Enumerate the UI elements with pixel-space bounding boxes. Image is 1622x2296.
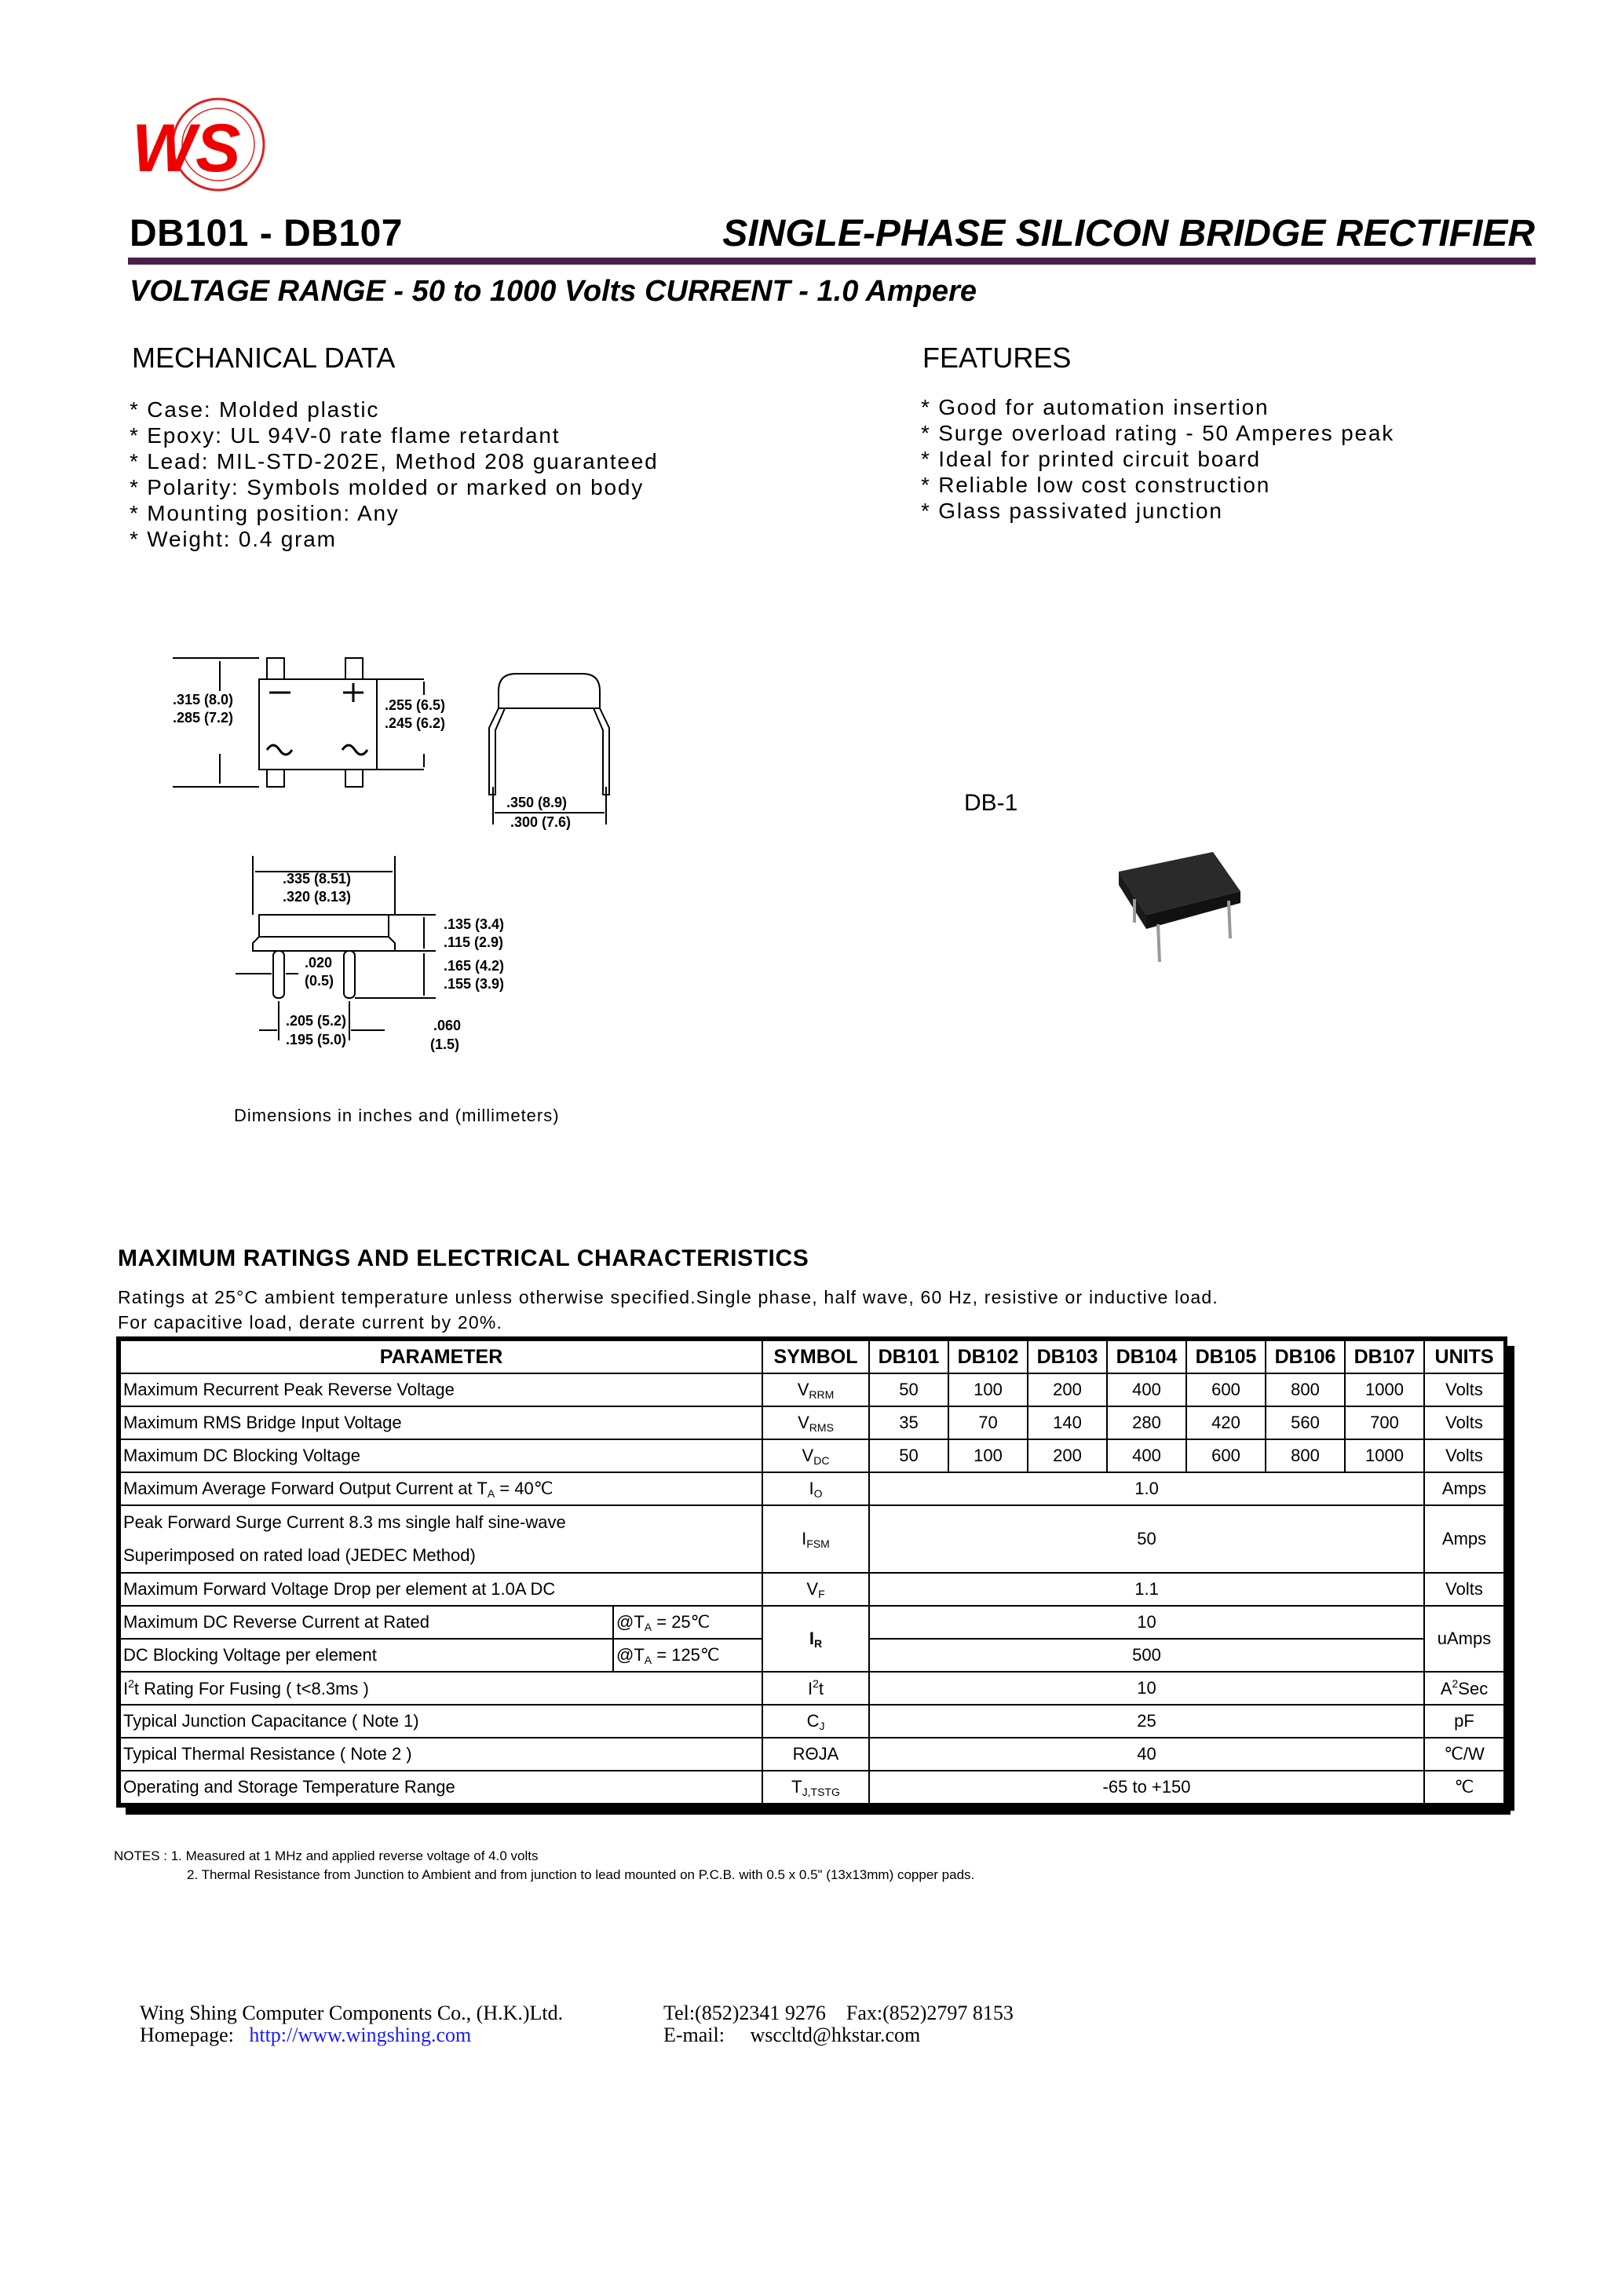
value-cell: 420 [1186, 1406, 1266, 1439]
value-cell: 1000 [1345, 1373, 1424, 1406]
symbol-cell: $I_O$ [762, 1472, 869, 1505]
value-cell: 35 [869, 1406, 948, 1439]
dim-lead-diameter-mm: (0.5) [305, 973, 334, 989]
dim-front-width-max: .335 (8.51) [283, 871, 352, 887]
features-heading: FEATURES [922, 342, 1072, 374]
unit-cell: Amps [1424, 1505, 1504, 1573]
value-cell: 50 [869, 1373, 948, 1406]
symbol-cell: $I_R$ [762, 1606, 869, 1672]
value-cell: 1.1 [869, 1573, 1424, 1606]
title-divider [128, 258, 1536, 265]
value-cell: 50 [869, 1439, 948, 1472]
symbol-cell: $V_{DC}$ [762, 1439, 869, 1472]
ratings-heading: MAXIMUM RATINGS AND ELECTRICAL CHARACTERISTICS [118, 1245, 809, 1271]
voltage-current-range: VOLTAGE RANGE - 50 to 1000 Volts CURRENT - 1.0 Ampere [130, 275, 977, 308]
product-title: SINGLE-PHASE SILICON BRIDGE RECTIFIER [722, 213, 1535, 254]
value-cell: 100 [948, 1373, 1028, 1406]
ratings-table [119, 1340, 1505, 1804]
condition-cell: $@T_A$ = 25℃ [613, 1606, 762, 1639]
telephone: Tel:(852)2341 9276 [663, 2002, 826, 2024]
param-cell: Maximum Recurrent Peak Reverse Voltage [120, 1373, 762, 1406]
unit-cell: ℃ [1424, 1771, 1504, 1804]
param-cell: Typical Thermal Resistance ( Note 2 ) [120, 1738, 762, 1771]
list-item: * Ideal for printed circuit board [921, 447, 1261, 471]
value-cell: 700 [1345, 1406, 1424, 1439]
notes [114, 1847, 974, 1885]
value-cell: 25 [869, 1705, 1424, 1738]
ratings-conditions [118, 1285, 1218, 1335]
unit-cell: Volts [1424, 1406, 1504, 1439]
col-header-part: DB106 [1266, 1340, 1345, 1373]
mechanical-data-list [130, 397, 659, 552]
symbol-cell: $I_{FSM}$ [762, 1505, 869, 1573]
dim-body-height-max: .135 (3.4) [444, 916, 505, 932]
param-cell: Maximum DC Blocking Voltage [120, 1439, 762, 1472]
fax: Fax:(852)2797 8153 [846, 2002, 1014, 2024]
dim-side-width-max-label: .350 (8.9) [506, 795, 568, 810]
value-cell: 70 [948, 1406, 1028, 1439]
dim-lead-length-max: .165 (4.2) [444, 958, 505, 974]
list-item: * Epoxy: UL 94V-0 rate flame retardant [130, 423, 561, 448]
value-cell: 140 [1028, 1406, 1107, 1439]
symbol-cell: $V_{RRM}$ [762, 1373, 869, 1406]
list-item: * Weight: 0.4 gram [130, 527, 337, 551]
company-name: Wing Shing Computer Components Co., (H.K.)Ltd. [140, 2002, 564, 2024]
table-row [120, 1373, 1504, 1406]
value-cell: 50 [869, 1505, 1424, 1573]
footer-contact [663, 2002, 1014, 2046]
dim-top-height-min: .285 (7.2) [173, 710, 234, 726]
symbol-cell: $V_{RMS}$ [762, 1406, 869, 1439]
table-row [120, 1472, 1504, 1505]
dim-lead-diameter: .020 [305, 955, 333, 971]
col-header-part: DB102 [948, 1340, 1028, 1373]
param-cell: Maximum RMS Bridge Input Voltage [120, 1406, 762, 1439]
value-cell: 200 [1028, 1439, 1107, 1472]
dim-top-height-max: .315 (8.0) [173, 692, 234, 707]
dim-pin-spacing-h-min: .195 (5.0) [286, 1032, 347, 1047]
list-item: * Reliable low cost construction [921, 473, 1271, 497]
note-line: 2. Thermal Resistance from Junction to Ambient and from junction to lead mounted on P.C.B. with 0.5 x 0.5" (13x13mm) copper pads. [187, 1867, 975, 1882]
table-row [120, 1606, 1504, 1639]
value-cell: 600 [1186, 1439, 1266, 1472]
table-row [120, 1705, 1504, 1738]
value-cell: 560 [1266, 1406, 1345, 1439]
col-header-part: DB105 [1186, 1340, 1266, 1373]
ratings-note-line: Ratings at 25°C ambient temperature unless otherwise specified.Single phase, half wave, 60 Hz, resistive or inductive load. [118, 1287, 1219, 1307]
unit-cell: ℃/W [1424, 1738, 1504, 1771]
value-cell: 800 [1266, 1373, 1345, 1406]
package-image [1103, 836, 1260, 974]
symbol-cell: $I^2t$ [762, 1672, 869, 1705]
note-line: NOTES : 1. Measured at 1 MHz and applied reverse voltage of 4.0 volts [114, 1848, 539, 1863]
table-row [120, 1505, 1504, 1573]
unit-cell: uAmps [1424, 1606, 1504, 1672]
value-cell: 1000 [1345, 1439, 1424, 1472]
email-address[interactable]: wsccltd@hkstar.com [750, 2024, 921, 2046]
col-header-parameter: PARAMETER [120, 1340, 762, 1373]
dimension-drawing [157, 644, 659, 1099]
table-row [120, 1573, 1504, 1606]
dim-lead-length-min: .155 (3.9) [444, 976, 505, 992]
param-cell: Typical Junction Capacitance ( Note 1) [120, 1705, 762, 1738]
value-cell: 800 [1266, 1439, 1345, 1472]
homepage-label: Homepage: [140, 2024, 234, 2046]
param-cell: Maximum Average Forward Output Current at $T_A$ = 40℃ [120, 1472, 762, 1505]
ratings-note-line: For capacitive load, derate current by 20%. [118, 1312, 503, 1333]
table-header-row [120, 1340, 1504, 1373]
footer-company [140, 2002, 563, 2046]
mechanical-data-heading: MECHANICAL DATA [132, 342, 396, 374]
col-header-part: DB101 [869, 1340, 948, 1373]
param-cell: Maximum Forward Voltage Drop per element at 1.0A DC [120, 1573, 762, 1606]
dim-side-width-min-label: .300 (7.6) [510, 814, 572, 830]
param-cell: Peak Forward Surge Current 8.3 ms single half sine-wave Superimposed on rated load (JEDEC Method) [120, 1505, 762, 1573]
dim-standoff-mm: (1.5) [430, 1036, 460, 1052]
param-cell: Maximum DC Reverse Current at Rated [120, 1606, 613, 1639]
dim-pin-spacing-h-max: .205 (5.2) [286, 1013, 347, 1029]
unit-cell: $A^2Sec$ [1424, 1672, 1504, 1705]
model-range: DB101 - DB107 [130, 213, 403, 254]
value-cell: 1.0 [869, 1472, 1424, 1505]
param-cell: DC Blocking Voltage per element [120, 1639, 613, 1672]
unit-cell: Amps [1424, 1472, 1504, 1505]
list-item: * Mounting position: Any [130, 501, 400, 525]
unit-cell: Volts [1424, 1573, 1504, 1606]
value-cell: 600 [1186, 1373, 1266, 1406]
col-header-symbol: SYMBOL [762, 1340, 869, 1373]
list-item: * Case: Molded plastic [130, 397, 380, 422]
dim-body-height-min: .115 (2.9) [444, 934, 504, 950]
symbol-cell: $V_F$ [762, 1573, 869, 1606]
param-cell: Operating and Storage Temperature Range [120, 1771, 762, 1804]
company-logo [126, 88, 283, 206]
value-cell: 500 [869, 1639, 1424, 1672]
condition-cell: $@T_A$ = 125℃ [613, 1639, 762, 1672]
package-label: DB-1 [964, 790, 1018, 816]
value-cell: 100 [948, 1439, 1028, 1472]
email-line [663, 2024, 1014, 2046]
value-cell: -65 to +150 [869, 1771, 1424, 1804]
ratings-table-frame [116, 1336, 1507, 1808]
unit-cell: Volts [1424, 1373, 1504, 1406]
unit-cell: Volts [1424, 1439, 1504, 1472]
value-cell: 280 [1107, 1406, 1186, 1439]
value-cell: 400 [1107, 1373, 1186, 1406]
col-header-part: DB107 [1345, 1340, 1424, 1373]
table-row [120, 1406, 1504, 1439]
homepage-link[interactable]: http://www.wingshing.com [249, 2024, 472, 2046]
features-list [921, 394, 1394, 524]
param-cell: $I^2t$ Rating For Fusing ( t<8.3ms ) [120, 1672, 762, 1705]
unit-cell: pF [1424, 1705, 1504, 1738]
email-label: E-mail: [663, 2024, 725, 2046]
col-header-part: DB104 [1107, 1340, 1186, 1373]
logo-text: WS [132, 111, 241, 186]
value-cell: 10 [869, 1606, 1424, 1639]
homepage-line [140, 2024, 563, 2046]
list-item: * Lead: MIL-STD-202E, Method 208 guaranteed [130, 449, 659, 473]
dim-standoff: .060 [433, 1018, 462, 1033]
phone-line [663, 2002, 1014, 2024]
list-item: * Surge overload rating - 50 Amperes peak [921, 421, 1394, 445]
value-cell: 10 [869, 1672, 1424, 1705]
symbol-cell: RΘJA [762, 1738, 869, 1771]
dim-pin-spacing-min: .245 (6.2) [385, 715, 446, 731]
dim-front-width-min: .320 (8.13) [283, 889, 352, 905]
value-cell: 200 [1028, 1373, 1107, 1406]
list-item: * Glass passivated junction [921, 499, 1223, 523]
col-header-units: UNITS [1424, 1340, 1504, 1373]
list-item: * Good for automation insertion [921, 395, 1269, 419]
table-row [120, 1771, 1504, 1804]
dimensions-note: Dimensions in inches and (millimeters) [234, 1106, 560, 1125]
table-row [120, 1439, 1504, 1472]
col-header-part: DB103 [1028, 1340, 1107, 1373]
value-cell: 40 [869, 1738, 1424, 1771]
value-cell: 400 [1107, 1439, 1186, 1472]
symbol-cell: $T_{J,TSTG}$ [762, 1771, 869, 1804]
list-item: * Polarity: Symbols molded or marked on body [130, 475, 645, 499]
symbol-cell: $C_J$ [762, 1705, 869, 1738]
table-row [120, 1672, 1504, 1705]
dim-pin-spacing-max: .255 (6.5) [385, 697, 446, 713]
table-row [120, 1738, 1504, 1771]
